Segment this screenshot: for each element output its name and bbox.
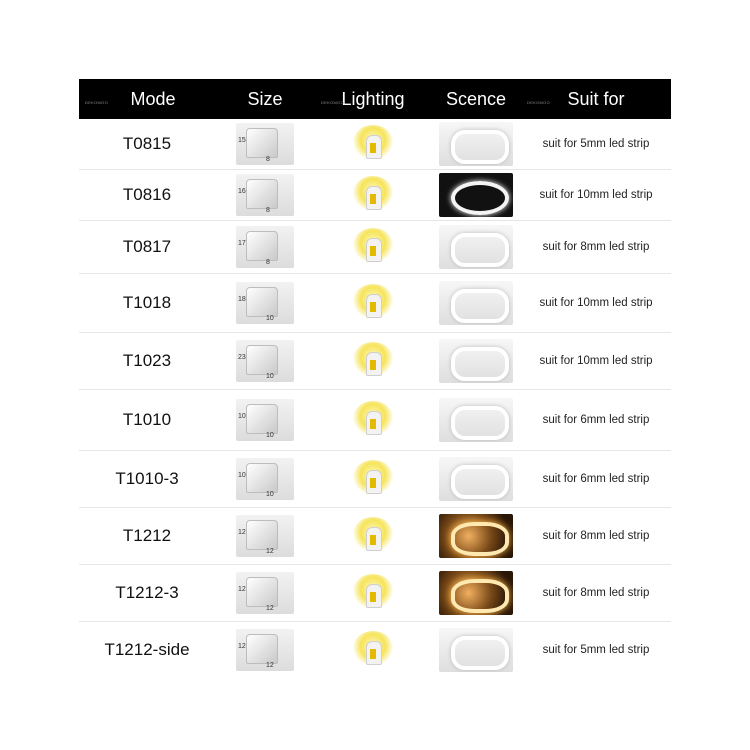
led-strip-icon [370,478,376,488]
neon-shape [451,636,509,670]
watermark-text: DEKOMOO [527,100,550,105]
profile-size-image [236,515,294,557]
size-cell [215,565,315,621]
mode-label: T1212-3 [115,583,179,602]
height-dimension: 12 [238,643,246,650]
mode-label: T1023 [122,351,172,370]
led-strip-icon [370,143,376,153]
header-size [215,79,315,119]
profile-size-image [236,340,294,382]
profile-shape [246,404,278,434]
height-dimension: 12 [238,586,246,593]
led-strip-icon [370,360,376,370]
size-cell [215,170,315,220]
scence-cell [431,333,521,389]
scence-cell [431,451,521,507]
height-dimension: 10 [238,413,246,420]
lighting-cell [315,451,431,507]
neon-shape [451,289,509,323]
watermark-text: DEKOMOO [85,100,108,105]
profile-shape [246,231,278,261]
width-dimension: 12 [266,548,274,555]
mode-cell [79,451,215,507]
profile-size-image [236,399,294,441]
neon-shape [451,522,509,556]
suit-label: suit for 8mm led strip [542,530,650,542]
header-lighting-label: Lighting [341,88,405,109]
profile-size-image [236,282,294,324]
lighting-cell [315,221,431,273]
led-strip-icon [370,592,376,602]
height-dimension: 23 [238,354,246,361]
suit-cell [521,565,671,621]
table-row [79,622,671,678]
profile-shape [246,128,278,158]
profile-size-image [236,174,294,216]
suit-label: suit for 10mm led strip [539,189,653,201]
suit-label: suit for 8mm led strip [542,587,650,599]
suit-cell [521,333,671,389]
scence-cell [431,221,521,273]
suit-cell [521,390,671,450]
suit-label: suit for 10mm led strip [539,297,653,309]
suit-cell [521,170,671,220]
lighting-image [349,282,397,324]
profile-size-image [236,629,294,671]
profile-shape [246,520,278,550]
suit-cell [521,451,671,507]
header-suit-for-label: Suit for [567,88,625,109]
height-dimension: 17 [238,240,246,247]
lighting-cell [315,390,431,450]
neon-shape [451,130,509,164]
table-row [79,451,671,508]
mode-cell [79,170,215,220]
height-dimension: 16 [238,188,246,195]
width-dimension: 10 [266,373,274,380]
suit-label: suit for 6mm led strip [542,473,650,485]
neon-shape [451,181,509,215]
scence-cell [431,508,521,564]
header-scence-label: Scence [445,88,507,109]
mode-cell [79,333,215,389]
suit-cell [521,221,671,273]
size-cell [215,221,315,273]
suit-cell [521,119,671,169]
mode-label: T0817 [122,237,172,256]
header-suit-for [521,79,671,119]
height-dimension: 12 [238,529,246,536]
lighting-cell [315,274,431,332]
scene-image [439,122,513,166]
mode-label: T1010-3 [115,469,179,488]
profile-size-image [236,572,294,614]
height-dimension: 18 [238,296,246,303]
mode-cell [79,119,215,169]
lighting-image [349,226,397,268]
mode-cell [79,274,215,332]
neon-shape [451,406,509,440]
width-dimension: 10 [266,315,274,322]
suit-label: suit for 5mm led strip [542,644,650,656]
suit-label: suit for 6mm led strip [542,414,650,426]
size-cell [215,274,315,332]
profile-shape [246,287,278,317]
suit-cell [521,622,671,678]
size-cell [215,333,315,389]
scene-image [439,628,513,672]
scence-cell [431,622,521,678]
mode-cell [79,565,215,621]
neon-shape [451,233,509,267]
width-dimension: 10 [266,432,274,439]
lighting-cell [315,333,431,389]
lighting-cell [315,622,431,678]
suit-label: suit for 8mm led strip [542,241,650,253]
profile-shape [246,634,278,664]
scene-image [439,173,513,217]
table-row [79,170,671,221]
scene-image [439,514,513,558]
header-lighting [315,79,431,119]
mode-label: T1010 [122,410,172,429]
profile-shape [246,577,278,607]
size-cell [215,390,315,450]
lighting-cell [315,119,431,169]
mode-cell [79,622,215,678]
led-strip-icon [370,649,376,659]
mode-label: T1212-side [104,640,190,659]
lighting-cell [315,565,431,621]
lighting-image [349,174,397,216]
mode-cell [79,390,215,450]
watermark-text: DEKOMOO [321,100,344,105]
mode-label: T0815 [122,134,172,153]
led-strip-icon [370,246,376,256]
height-dimension: 15 [238,137,246,144]
width-dimension: 8 [266,259,270,266]
table-header [79,79,671,119]
neon-shape [451,347,509,381]
mode-label: T1018 [122,293,172,312]
lighting-cell [315,508,431,564]
header-scence [431,79,521,119]
scence-cell [431,170,521,220]
table-row [79,565,671,622]
profile-size-image [236,458,294,500]
neon-shape [451,465,509,499]
suit-cell [521,274,671,332]
mode-cell [79,508,215,564]
scene-image [439,457,513,501]
suit-label: suit for 10mm led strip [539,355,653,367]
scence-cell [431,274,521,332]
size-cell [215,622,315,678]
lighting-image [349,572,397,614]
table-row [79,274,671,333]
scene-image [439,281,513,325]
table-row [79,333,671,390]
width-dimension: 10 [266,491,274,498]
product-table [79,79,671,678]
size-cell [215,508,315,564]
lighting-image [349,399,397,441]
mode-label: T1212 [122,526,172,545]
suit-label: suit for 5mm led strip [542,138,650,150]
scene-image [439,571,513,615]
scene-image [439,225,513,269]
led-strip-icon [370,535,376,545]
header-size-label: Size [247,88,283,109]
scence-cell [431,119,521,169]
led-strip-icon [370,194,376,204]
profile-size-image [236,226,294,268]
lighting-cell [315,170,431,220]
table-row [79,221,671,274]
header-mode [79,79,215,119]
lighting-image [349,458,397,500]
lighting-image [349,629,397,671]
table-row [79,119,671,170]
table-row [79,508,671,565]
width-dimension: 12 [266,605,274,612]
suit-cell [521,508,671,564]
header-mode-label: Mode [130,88,176,109]
size-cell [215,451,315,507]
mode-label: T0816 [122,185,172,204]
table-row [79,390,671,451]
led-strip-icon [370,419,376,429]
scene-image [439,339,513,383]
profile-shape [246,463,278,493]
lighting-image [349,515,397,557]
profile-shape [246,179,278,209]
scene-image [439,398,513,442]
mode-cell [79,221,215,273]
lighting-image [349,123,397,165]
scence-cell [431,390,521,450]
scence-cell [431,565,521,621]
table-body [79,119,671,678]
neon-shape [451,579,509,613]
height-dimension: 10 [238,472,246,479]
lighting-image [349,340,397,382]
width-dimension: 8 [266,156,270,163]
led-strip-icon [370,302,376,312]
width-dimension: 12 [266,662,274,669]
width-dimension: 8 [266,207,270,214]
size-cell [215,119,315,169]
profile-shape [246,345,278,375]
profile-size-image [236,123,294,165]
